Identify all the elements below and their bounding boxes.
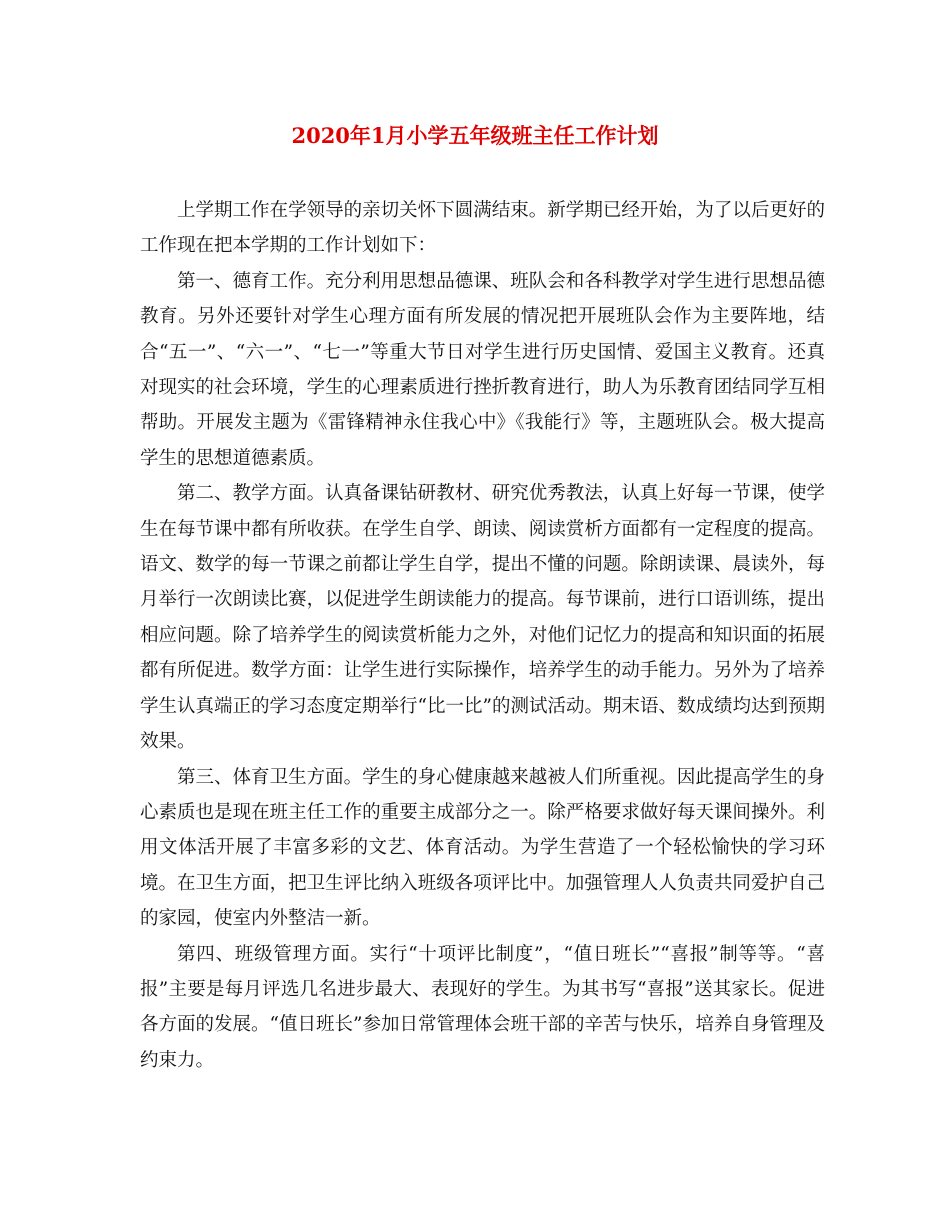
paragraph-class-management: 第四、班级管理方面。实行“十项评比制度”，“值日班长”“喜报”制等等。“喜报”主要是每月评选几名进步最大、表现好的学生。为其书写“喜报”送其家长。促进各方面的发展。“值日班长”参加日常管理体会班干部的辛苦与快乐，培养自身管理及约束力。 [140,943,825,1071]
document-body [140,193,825,1078]
document-title: 2020年1月小学五年级班主任工作计划 [291,123,659,148]
paragraph-sports-hygiene: 第三、体育卫生方面。学生的身心健康越来越被人们所重视。因此提高学生的身心素质也是现在班主任工作的重要主成部分之一。除严格要求做好每天课间操外。利用文体活开展了丰富多彩的文艺、体育活动。为学生营造了一个轻松愉快的学习环境。在卫生方面，把卫生评比纳入班级各项评比中。加强管理人人负责共同爱护自己的家园，使室内外整洁一新。 [140,766,825,930]
paragraph-moral-education: 第一、德育工作。充分利用思想品德课、班队会和各科教学对学生进行思想品德教育。另外还要针对学生心理方面有所发展的情况把开展班队会作为主要阵地，结合“五一”、“六一”、“七一”等重大节日对学生进行历史国情、爱国主义教育。还真对现实的社会环境，学生的心理素质进行挫折教育进行，助人为乐教育团结同学互相帮助。开展发主题为《雷锋精神永住我心中》《我能行》等，主题班队会。极大提高学生的思想道德素质。 [140,270,825,469]
paragraph-intro: 上学期工作在学领导的亲切关怀下圆满结束。新学期已经开始，为了以后更好的工作现在把本学期的工作计划如下： [140,200,825,257]
paragraph-teaching: 第二、教学方面。认真备课钻研教材、研究优秀教法，认真上好每一节课，使学生在每节课中都有所收获。在学生自学、朗读、阅读赏析方面都有一定程度的提高。语文、数学的每一节课之前都让学生自学，提出不懂的问题。除朗读课、晨读外，每月举行一次朗读比赛，以促进学生朗读能力的提高。每节课前，进行口语训练，提出相应问题。除了培养学生的阅读赏析能力之外，对他们记忆力的提高和知识面的拓展都有所促进。数学方面：让学生进行实际操作，培养学生的动手能力。另外为了培养学生认真端正的学习态度定期举行“比一比”的测试活动。期末语、数成绩均达到预期效果。 [140,483,825,753]
